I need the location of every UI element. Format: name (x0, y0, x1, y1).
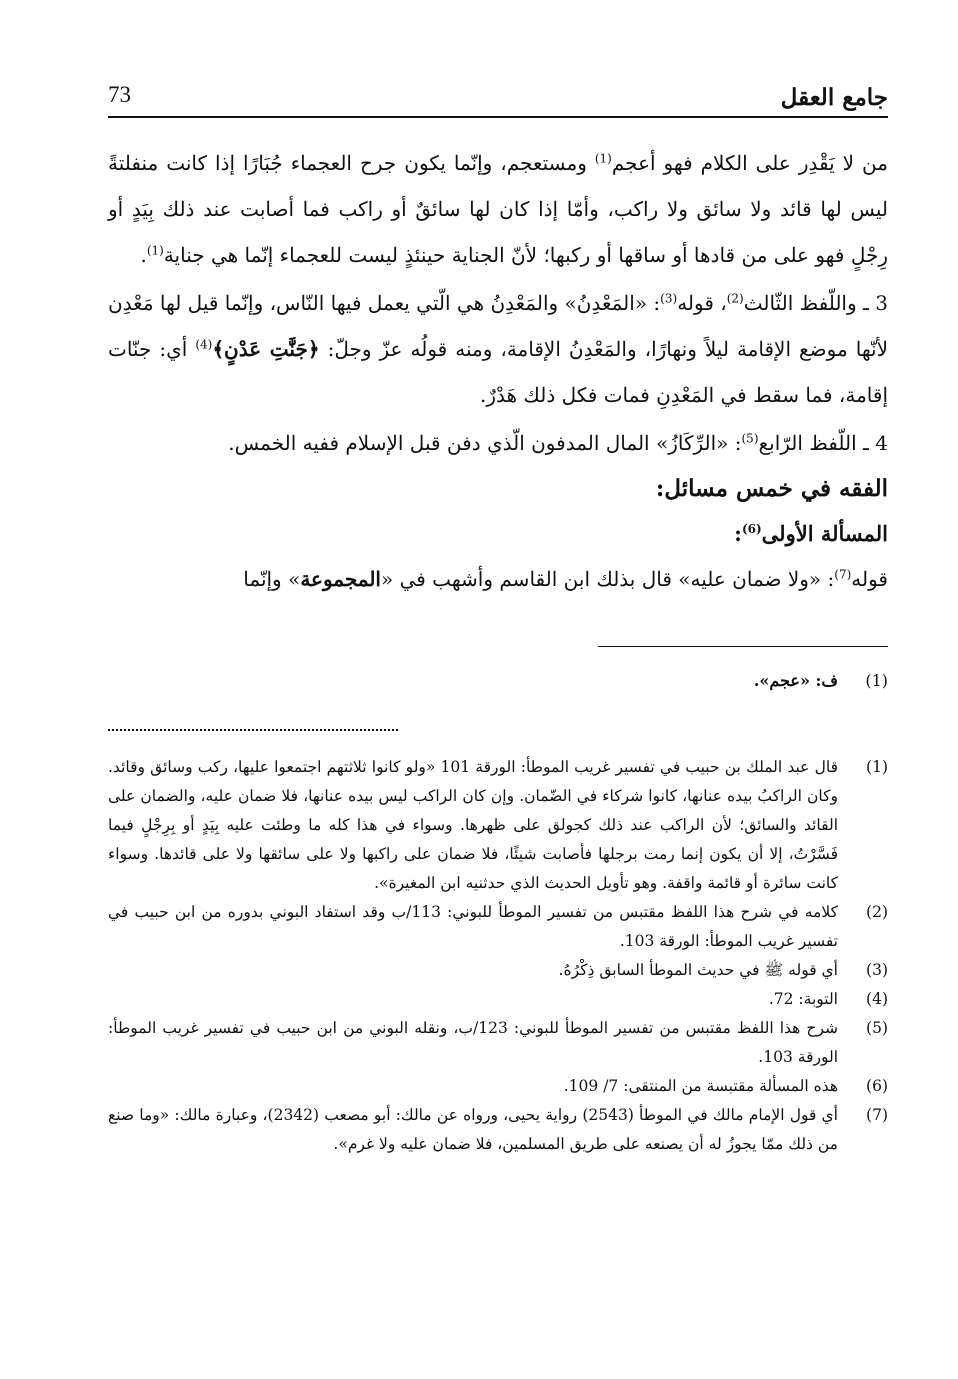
page-header (108, 78, 888, 118)
paragraph-1: من لا يَقْدِر على الكلام فهو أعجم$^{(1)}$ ومستعجم، وإنّما يكون جرح العجماء جُبَارًا إذا كانت منفلتةً ليس لها قائد ولا سائق ولا راكب، وأمّا إذا كان لها سائقٌ أو راكب فما أصابت عند ذلك بِيَدٍ أو رِجْلٍ فهو على من قادها أو ساقها أو ركبها؛ لأنّ الجناية حينئذٍ ليست للعجماء إنّما هي جناية$^{(1)}$. (108, 151, 888, 267)
footnote-item: (2) كلامه في شرح هذا اللفظ مقتبس من تفسير الموطأ للبوني: 113/ب وقد استفاد البوني بدوره من ابن حبيب في تفسير غريب الموطأ: الورقة 103. (108, 903, 888, 950)
paragraph-3: 4 ـ اللّفظ الرّابع$^{(5)}$: «الرِّكَازُ» المال المدفون الّذي دفن قبل الإسلام ففيه الخمس. (228, 431, 888, 455)
section-heading: الفقه في خمس مسائل: (655, 475, 888, 502)
footnote-ref: (4) (195, 337, 213, 352)
footnote-ref: (1) (594, 151, 612, 166)
main-text (108, 140, 888, 602)
footnote-ref: (5) (741, 431, 759, 446)
book-page (108, 78, 888, 1339)
footnote-ref: (6) (741, 522, 762, 536)
footnote-item: (4) التوبة: 72. (768, 990, 888, 1008)
dotted-separator (108, 729, 398, 731)
quran-quote: ﴿جَنَّٰتِ عَدْنٍ﴾ (212, 337, 320, 361)
footnote-item: (6) هذه المسألة مقتبسة من المنتقى: 7/ 109. (563, 1077, 888, 1095)
footnote-ref: (2) (726, 291, 744, 306)
running-title: جامع العقل (780, 84, 888, 111)
paragraph-4: قوله$^{(7)}$: «ولا ضمان عليه» قال بذلك ابن القاسم وأشهب في «المجموعة» وإنّما (243, 567, 888, 591)
footnotes (108, 753, 888, 1159)
footnote-ref: (1) (146, 243, 164, 258)
page-number: 73 (108, 82, 131, 107)
footnote-item: (1) قال عبد الملك بن حبيب في تفسير غريب الموطأ: الورقة 101 «ولو كانوا ثلاثتهم اجتمعوا عليها، ركب وسائق وقائد. وكان الراكبُ بيده عنانها، كانوا شركاء في الضّمان. وإن كان الراكب ليس بيده عنانها، فلا ضمان عليه، والضمان على القائد والسائق؛ لأن الراكب عند ذلك كجولق على ظهرها. وسواء في هذا كله ما وطئت عليه بِيَدٍ أو بِرِجْلٍ فيما فَسَّرْتُ، إلا أن يكون إنما رمت برجلها فأصابت شيئًا، فلا ضمان على راكبها ولا على سائقها ولا على قائدها. وسواء كانت سائرة أو قائمة واقفة. وهو تأويل الحديث الذي حدثنيه ابن المغيرة». (108, 758, 888, 892)
footnote-ref: (3) (660, 291, 678, 306)
footnote-rule (598, 646, 888, 647)
book-title: المجموعة (300, 567, 381, 591)
paragraph-2: 3 ـ واللّفظ الثّالث$^{(2)}$، قوله$^{(3)}$: «المَعْدِنُ» والمَعْدِنُ هي الّتي يعمل فيها النّاس، وإنّما قيل لها مَعْدِن لأنّها موضع الإقامة ليلاً ونهارًا، والمَعْدِنُ الإقامة، ومنه قولُه عزّ وجلّ: ﴿جَنَّٰتِ عَدْنٍ﴾$^{(4)}$ أي: جنّات إقامة، فما سقط في المَعْدِنِ فمات فكل ذلك هَدْرٌ. (108, 291, 889, 407)
footnote-item: (5) شرح هذا اللفظ مقتبس من تفسير الموطأ للبوني: 123/ب، ونقله البوني من ابن حبيب في تفسير غريب الموطأ: الورقة 103. (108, 1019, 888, 1066)
subsection-heading: المسألة الأولى$^{(6)}$: (734, 521, 888, 546)
footnote-ref: (7) (834, 567, 852, 582)
manuscript-footnote: (1) ف: «عجم». (753, 671, 888, 690)
footnote-item: (3) أي قوله ﷺ في حديث الموطأ السابق ذِكْرُهُ. (558, 961, 888, 979)
footnote-item: (7) أي قول الإمام مالك في الموطأ (2543) رواية يحيى، ورواه عن مالك: أبو مصعب (2342)، وعبارة مالك: «وما صنع من ذلك ممّا يجوزُ له أن يصنعه على طريق المسلمين، فلا ضمان عليه ولا غرم». (108, 1106, 888, 1153)
